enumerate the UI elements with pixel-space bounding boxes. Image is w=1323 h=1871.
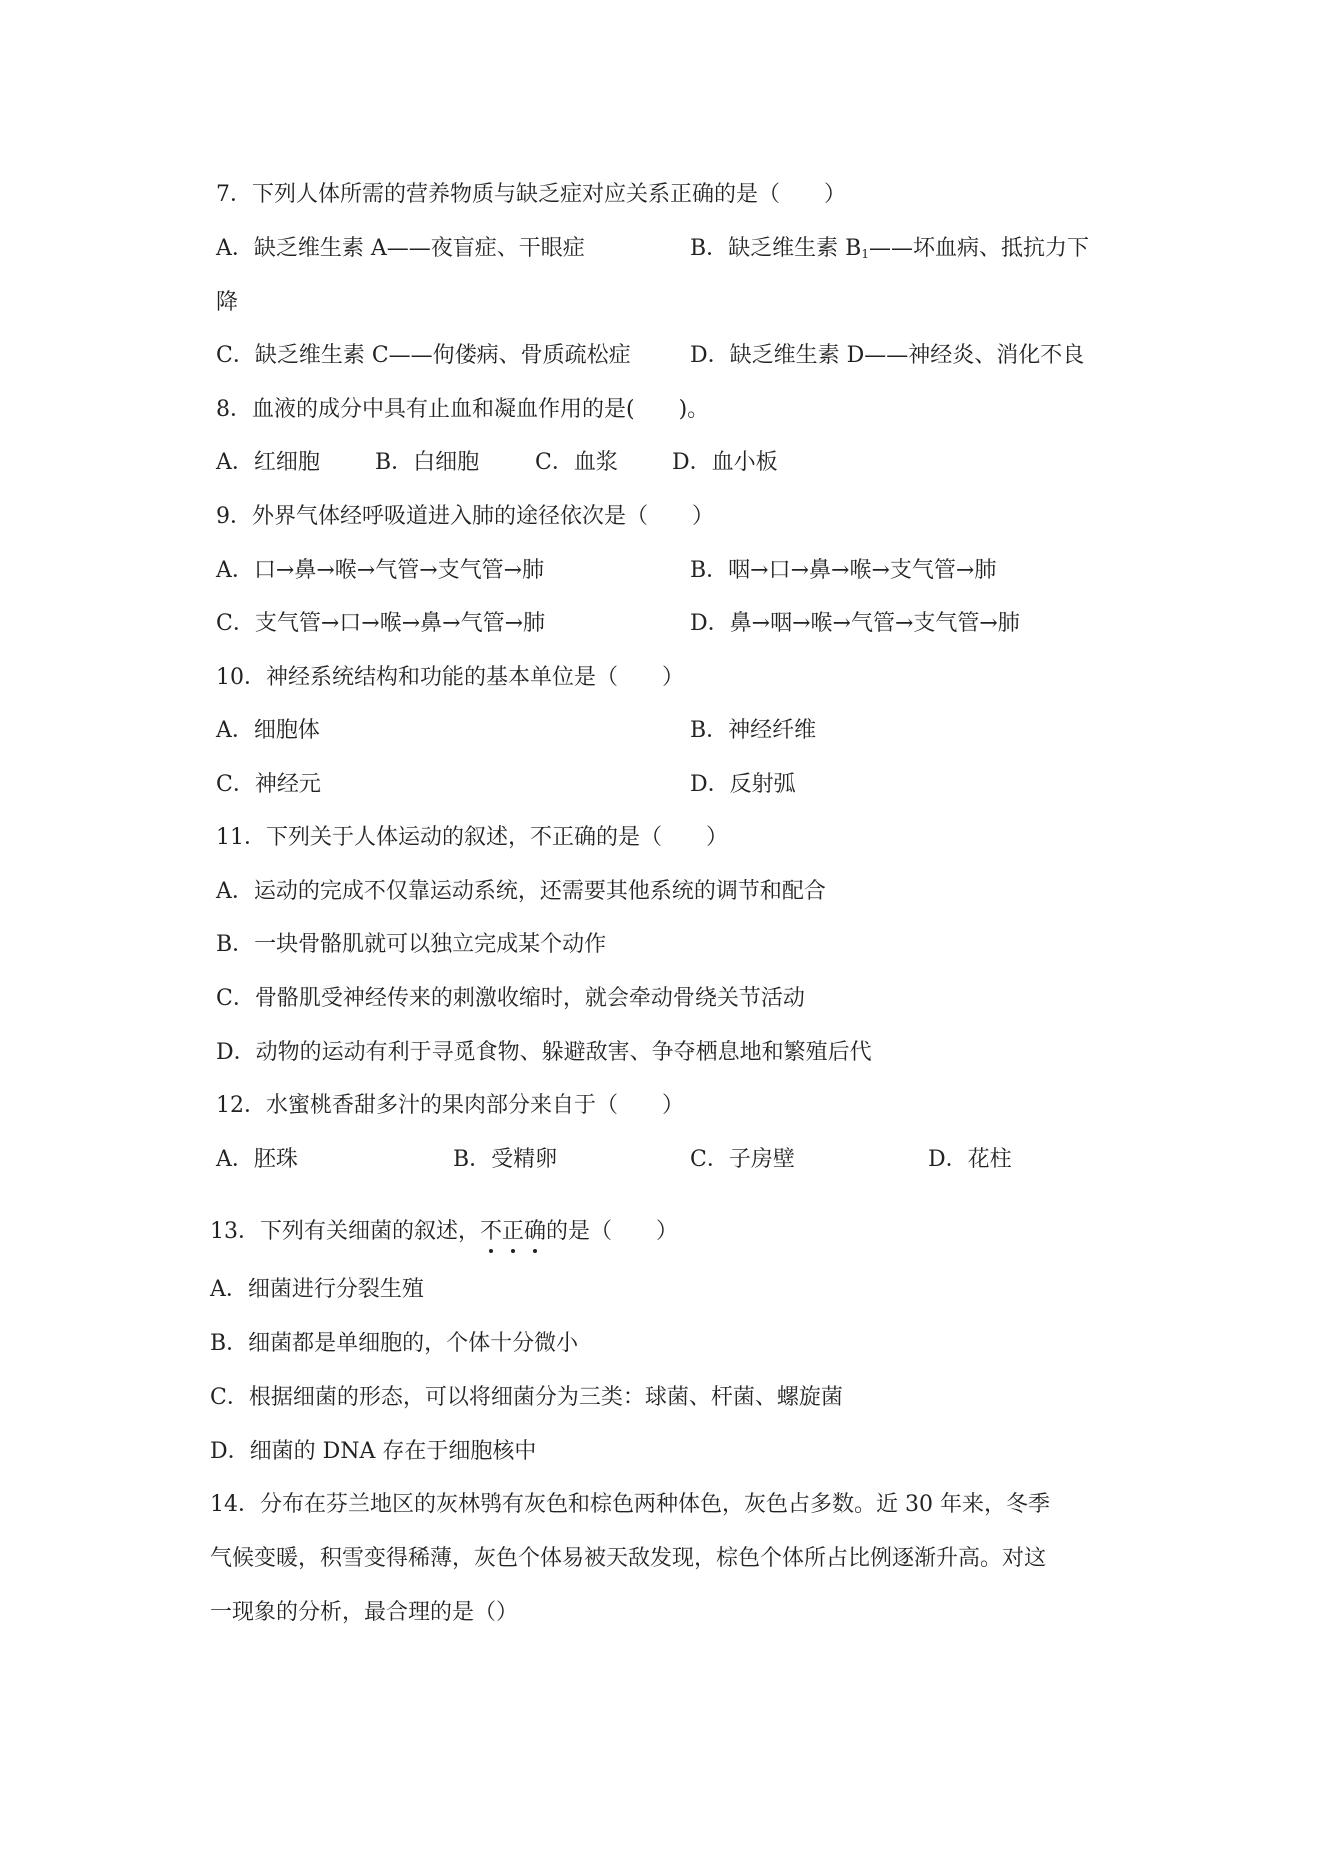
question-13-stem-pre: 13．下列有关细菌的叙述， xyxy=(210,1219,480,1244)
question-8-option-d: D．血小板 xyxy=(672,450,778,475)
question-14-line-2: 气候变暖，积雪变得稀薄，灰色个体易被天敌发现，棕色个体所占比例逐渐升高。对这 xyxy=(210,1546,1047,1571)
question-8-option-a: A．红细胞 xyxy=(216,450,320,475)
question-12-option-a: A．胚珠 xyxy=(216,1147,298,1172)
question-8-option-b: B．白细胞 xyxy=(375,450,480,475)
question-9-option-c: C．支气管→口→喉→鼻→气管→肺 xyxy=(216,611,546,636)
emphasis-dots xyxy=(480,1247,546,1255)
question-13-option-d: D．细菌的 DNA 存在于细胞核中 xyxy=(210,1439,537,1464)
question-13-stem xyxy=(210,1217,678,1247)
question-9-option-b: B．咽→口→鼻→喉→支气管→肺 xyxy=(690,558,997,583)
question-7-option-a: A．缺乏维生素 A——夜盲症、干眼症 xyxy=(216,236,585,261)
question-10-option-d: D．反射弧 xyxy=(690,772,796,797)
question-7-stem: 7．下列人体所需的营养物质与缺乏症对应关系正确的是（ ） xyxy=(216,182,846,207)
question-12-option-d: D．花柱 xyxy=(928,1147,1012,1172)
question-8-option-c: C．血浆 xyxy=(535,450,618,475)
question-13-option-b: B．细菌都是单细胞的，个体十分微小 xyxy=(210,1331,579,1356)
question-13-emphasis xyxy=(480,1219,546,1244)
question-11-option-b: B．一块骨骼肌就可以独立完成某个动作 xyxy=(216,932,607,957)
question-7-option-b-subscript: 1 xyxy=(861,247,869,261)
question-10-option-c: C．神经元 xyxy=(216,772,321,797)
question-13-option-a: A．细菌进行分裂生殖 xyxy=(210,1277,424,1302)
question-13-stem-post: 的是（ ） xyxy=(546,1219,679,1244)
question-10-option-a: A．细胞体 xyxy=(216,718,320,743)
question-7-option-b-wrap: 降 xyxy=(216,290,239,315)
question-11-option-a: A．运动的完成不仅靠运动系统，还需要其他系统的调节和配合 xyxy=(216,879,826,904)
question-7-option-b xyxy=(690,234,1089,269)
question-11-option-d: D．动物的运动有利于寻觅食物、躲避敌害、争夺栖息地和繁殖后代 xyxy=(216,1040,872,1065)
question-12-stem: 12．水蜜桃香甜多汁的果肉部分来自于（ ） xyxy=(216,1093,684,1118)
question-9-option-a: A．口→鼻→喉→气管→支气管→肺 xyxy=(216,558,545,583)
question-7-option-c: C．缺乏维生素 C——佝偻病、骨质疏松症 xyxy=(216,343,631,368)
question-11-option-c: C．骨骼肌受神经传来的刺激收缩时，就会牵动骨绕关节活动 xyxy=(216,986,805,1011)
question-10-stem: 10．神经系统结构和功能的基本单位是（ ） xyxy=(216,665,684,690)
question-7-option-d: D．缺乏维生素 D——神经炎、消化不良 xyxy=(690,343,1085,368)
question-10-option-b: B．神经纤维 xyxy=(690,718,817,743)
question-13-option-c: C．根据细菌的形态，可以将细菌分为三类：球菌、杆菌、螺旋菌 xyxy=(210,1385,843,1410)
question-12-option-c: C．子房壁 xyxy=(690,1147,795,1172)
question-7-option-b-post: ——坏血病、抵抗力下 xyxy=(868,236,1089,261)
question-7-option-b-pre: B．缺乏维生素 B xyxy=(690,236,862,261)
question-9-stem: 9．外界气体经呼吸道进入肺的途径依次是（ ） xyxy=(216,504,714,529)
question-8-stem: 8．血液的成分中具有止血和凝血作用的是( )。 xyxy=(216,397,710,422)
question-14-line-1: 14．分布在芬兰地区的灰林鸮有灰色和棕色两种体色，灰色占多数。近 30 年来，冬季 xyxy=(210,1492,1050,1517)
question-11-stem: 11．下列关于人体运动的叙述，不正确的是（ ） xyxy=(216,825,728,850)
question-9-option-d: D．鼻→咽→喉→气管→支气管→肺 xyxy=(690,611,1020,636)
question-14-line-3: 一现象的分析，最合理的是（） xyxy=(210,1600,519,1625)
question-12-option-b: B．受精卵 xyxy=(453,1147,558,1172)
question-13-emphasis-text: 不正确 xyxy=(480,1219,547,1244)
